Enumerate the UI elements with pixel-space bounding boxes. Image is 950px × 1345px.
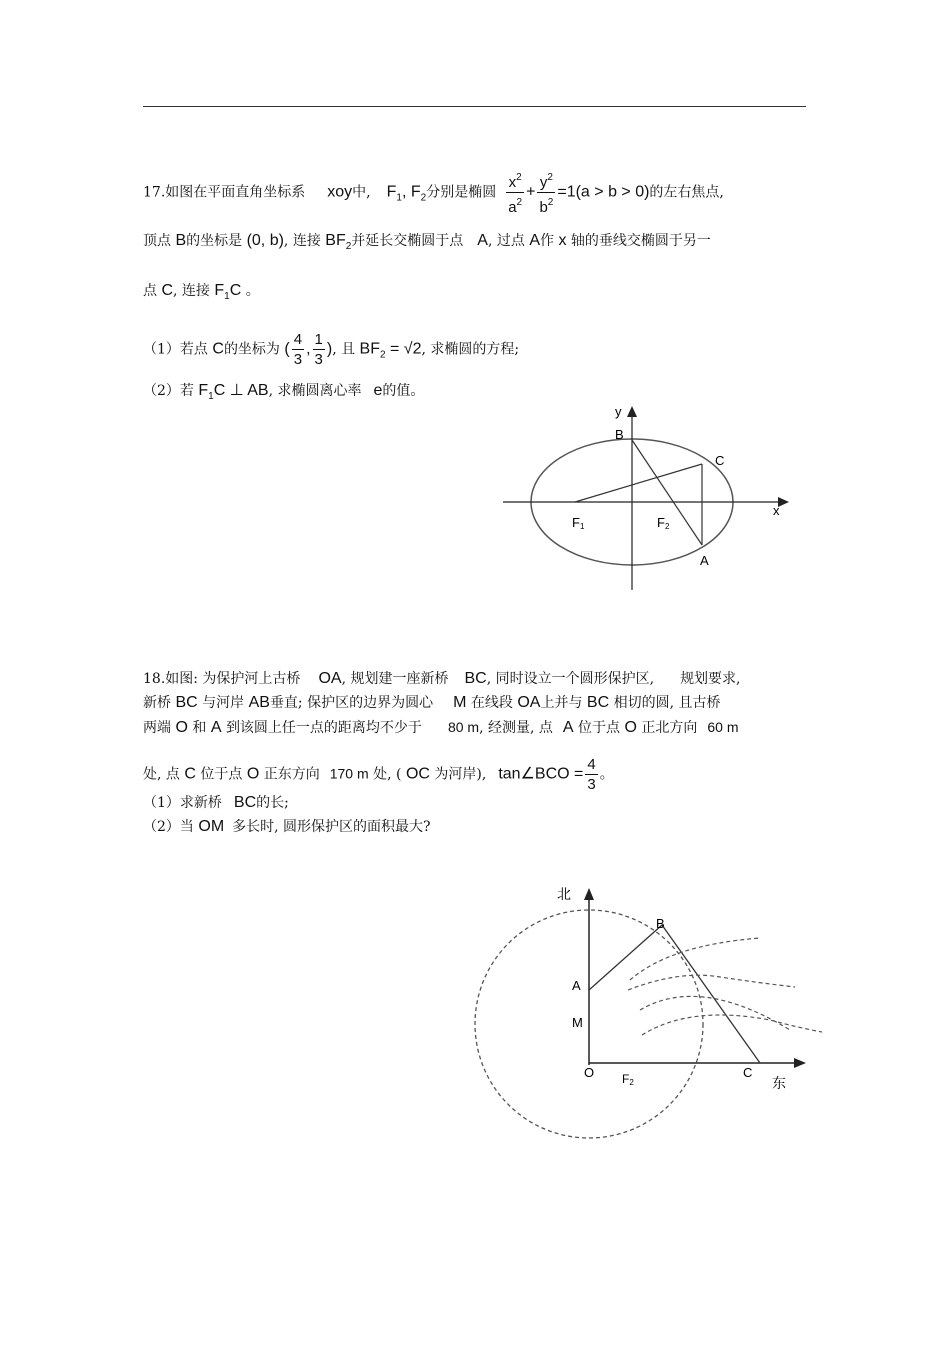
river-curve-4: [642, 1015, 822, 1035]
label-east: 东: [772, 1075, 786, 1091]
header-rule: [143, 106, 806, 107]
label-north: 北: [557, 886, 571, 902]
q18-line4: 处, 点 C 位于点 O 正东方向 170 m 处, ( OC 为河岸), tan∠BCO = $\frac{4}{3}$ 。: [143, 756, 614, 793]
river-curve-1: [630, 938, 760, 980]
label-y: y: [615, 404, 622, 419]
label-M: M: [572, 1015, 583, 1030]
q18-line1: 18.如图: 为保护河上古桥 OA, 规划建一座新桥 BC, 同时设立一个圆形保护区, 规划要求,: [143, 670, 741, 687]
q17-line3: 点 C, 连接 $F_1C$ 。: [143, 282, 260, 302]
label-A: A: [700, 553, 709, 568]
line-F1C: [575, 464, 702, 502]
bridge-figure: [470, 880, 830, 1145]
x-axis-arrow-icon: [778, 497, 789, 507]
label-C: C: [743, 1065, 753, 1080]
river-curve-2: [628, 975, 795, 990]
label-B: B: [615, 427, 624, 442]
label-x: x: [773, 503, 780, 518]
q17-line1: 17.如图在平面直角坐标系 xoy中, $F_1$, $F_2$分别是椭圆 $\frac{x^2}{a^2}$ + $\frac{y^2}{b^2}$ =1(a > b > 0)的左右焦点,: [143, 168, 724, 217]
q17-part1: （1）若点 C的坐标为 ( $\frac{4}{3}$ , $\frac{1}{3}$ ), 且 $BF_2 = √2$, 求椭圆的方程;: [143, 331, 520, 368]
ellipse-figure: [495, 400, 795, 595]
ellipse-frac-x: $\frac{x^2}{a^2}$: [506, 168, 524, 217]
label-F1: F1: [572, 515, 585, 531]
label-O: O: [584, 1065, 595, 1080]
label-C: C: [715, 453, 725, 468]
line-AB: [589, 925, 662, 990]
q18-line3: 两端 O 和 A 到该圆上任一点的距离均不少于 80 m, 经测量, 点 A 位于点 O 正北方向 60 m: [143, 719, 739, 736]
ellipse-frac-y: $\frac{y^2}{b^2}$: [537, 168, 555, 217]
east-arrow-icon: [794, 1058, 806, 1068]
q18-line2: 新桥 BC 与河岸 AB垂直; 保护区的边界为圆心 M 在线段 OA上并与 BC 相切的圆, 且古桥: [143, 694, 721, 711]
label-F2: F2: [657, 515, 670, 531]
q17-part2: （2）若 $F_1C$ ⊥ AB, 求椭圆离心率 e的值。: [143, 382, 425, 402]
y-axis-arrow-icon: [627, 406, 637, 417]
north-arrow-icon: [584, 888, 594, 900]
label-B: B: [656, 916, 665, 931]
label-F2: F2: [622, 1072, 634, 1087]
q18-part1: （1）求新桥 BC的长;: [143, 794, 289, 811]
q17-line2: 顶点 B的坐标是 (0, b), 连接 $BF_2$并延长交椭圆于点 A, 过点 A作 x 轴的垂线交椭圆于另一: [143, 232, 711, 252]
line-BC: [662, 925, 760, 1063]
q18-part2: （2）当 OM 多长时, 圆形保护区的面积最大?: [143, 818, 431, 835]
label-A: A: [572, 978, 581, 993]
